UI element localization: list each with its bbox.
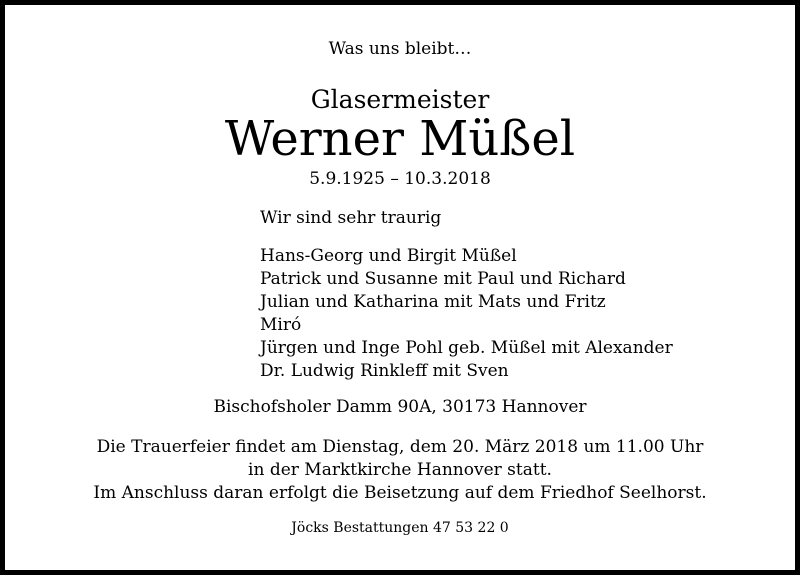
family-member: Dr. Ludwig Rinkleff mit Sven	[260, 361, 509, 381]
family-member: Patrick und Susanne mit Paul und Richard	[260, 269, 626, 289]
funeral-line: Im Anschluss daran erfolgt die Beisetzung auf dem Friedhof Seelhorst.	[93, 483, 707, 503]
family-member: Miró	[260, 315, 302, 335]
family-member: Hans-Georg und Birgit Müßel	[260, 246, 517, 266]
life-dates: 5.9.1925 – 10.3.2018	[309, 169, 491, 189]
profession: Glasermeister	[310, 85, 490, 114]
funeral-info	[5, 436, 795, 505]
funeral-line: Die Trauerfeier findet am Dienstag, dem 20. März 2018 um 11.00 Uhr	[96, 437, 704, 457]
funeral-line: in der Marktkirche Hannover statt.	[248, 460, 552, 480]
intro-line: Was uns bleibt…	[328, 39, 472, 59]
undertaker-contact: Jöcks Bestattungen 47 53 22 0	[291, 520, 509, 536]
mourning-statement: Wir sind sehr traurig	[260, 208, 442, 228]
deceased-name: Werner Müßel	[224, 111, 576, 167]
address: Bischofsholer Damm 90A, 30173 Hannover	[213, 397, 587, 417]
family-list	[260, 245, 673, 383]
family-member: Julian und Katharina mit Mats und Fritz	[260, 292, 606, 312]
family-member: Jürgen und Inge Pohl geb. Müßel mit Alexander	[260, 338, 673, 358]
